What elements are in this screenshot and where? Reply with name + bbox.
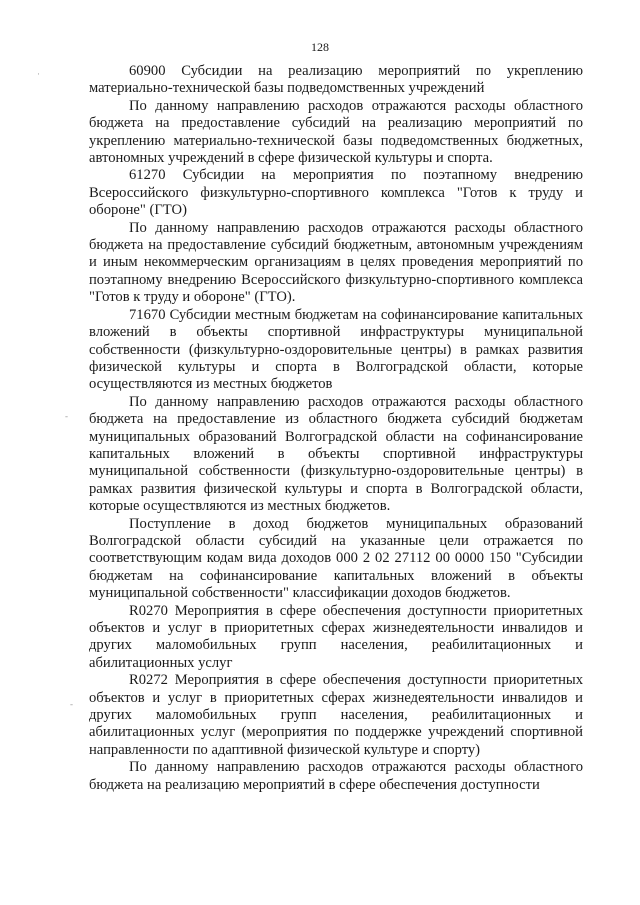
paragraph-61270-heading: 61270 Субсидии на мероприятия по поэтапному внедрению Всероссийского физкультурно-спортивного комплекса "Готов к труду и обороне" (ГТО) xyxy=(89,167,583,219)
paragraph-71670-heading: 71670 Субсидии местным бюджетам на софинансирование капитальных вложений в объекты спортивной инфраструктуры муниципальной собственности (физкультурно-оздоровительные центры) в рамках развития физической культуры и спорта в Волгоградской области, которые осуществляются из местных бюджетов xyxy=(89,306,583,393)
paragraph-r0272-heading: R0272 Мероприятия в сфере обеспечения доступности приоритетных объектов и услуг в приоритетных сферах жизнедеятельности инвалидов и других маломобильных групп населения, реабилитационных и абилитационных услуг (мероприятия по поддержке учреждений спортивной направленности по адаптивной физической культуре и спорту) xyxy=(89,672,583,758)
document-body xyxy=(89,63,583,794)
scan-speck: · xyxy=(37,69,40,79)
scan-speck: - xyxy=(65,411,68,421)
paragraph-60900-heading: 60900 Субсидии на реализацию мероприятий по укреплению материально-технической базы подведомственных учреждений xyxy=(89,63,583,97)
paragraph-r0272-description: По данному направлению расходов отражаются расходы областного бюджета на реализацию мероприятий в сфере обеспечения доступности xyxy=(89,759,583,793)
paragraph-60900-description: По данному направлению расходов отражаются расходы областного бюджета на предоставление субсидий на реализацию мероприятий по укреплению материально-технической базы подведомственных бюджетных, автономных учреждений в сфере физической культуры и спорта. xyxy=(89,97,583,167)
page-number: 128 xyxy=(311,40,329,54)
scan-speck: - xyxy=(70,699,73,709)
paragraph-61270-description: По данному направлению расходов отражаются расходы областного бюджета на предоставление субсидий бюджетным, автономным учреждениям и иным некоммерческим организациям в целях проведения мероприятий по поэтапному внедрению Всероссийского физкультурно-спортивного комплекса "Готов к труду и обороне" (ГТО). xyxy=(89,219,583,306)
paragraph-71670-description: По данному направлению расходов отражаются расходы областного бюджета на предоставление из областного бюджета субсидий бюджетам муниципальных образований Волгоградской области на софинансирование капитальных вложений в объекты спортивной инфраструктуры муниципальной собственности (физкультурно-оздоровительные центры) в рамках развития физической культуры и спорта в Волгоградской области, которые осуществляются из местных бюджетов. xyxy=(89,393,583,515)
paragraph-r0270-heading: R0270 Мероприятия в сфере обеспечения доступности приоритетных объектов и услуг в приоритетных сферах жизнедеятельности инвалидов и других маломобильных групп населения, реабилитационных и абилитационных услуг xyxy=(89,602,583,671)
paragraph-71670-revenue: Поступление в доход бюджетов муниципальных образований Волгоградской области субсидий на указанные цели отражается по соответствующим кодам вида доходов 000 2 02 27112 00 0000 150 "Субсидии бюджетам на софинансирование капитальных вложений в объекты муниципальной собственности" классификации доходов бюджетов. xyxy=(89,515,583,602)
